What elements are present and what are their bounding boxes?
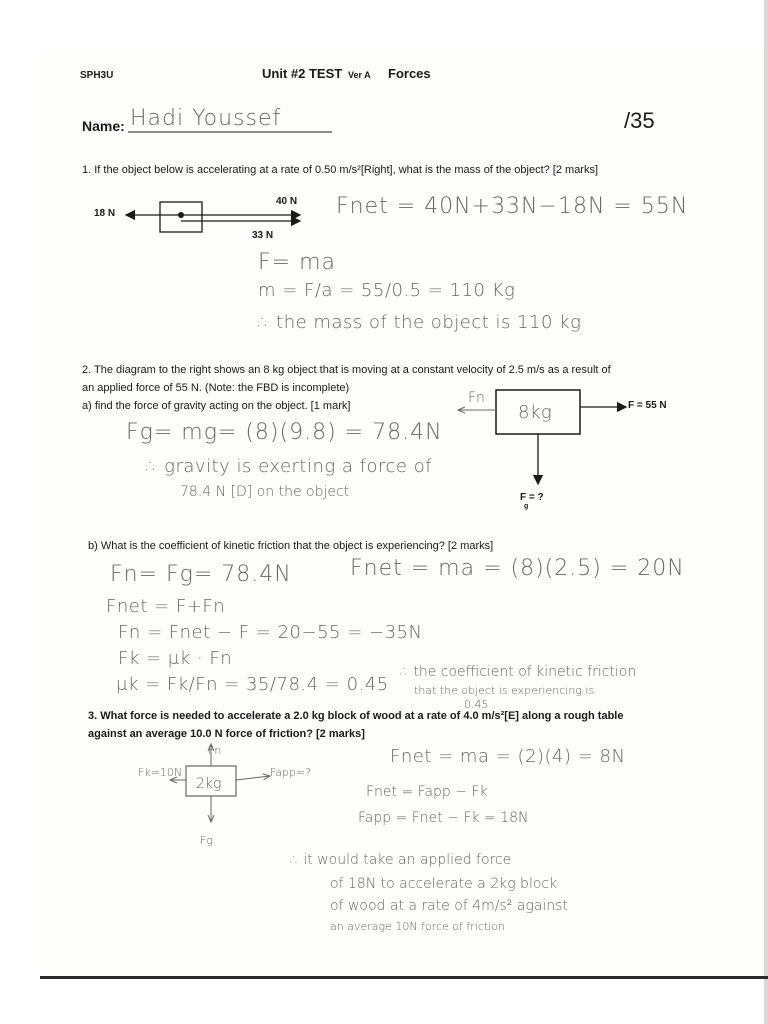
q3-work-conclusion1: ∴ it would take an applied force: [290, 852, 512, 868]
q1-label-40n: 40 N: [276, 196, 298, 207]
q2-label-55n: F = 55 N: [628, 400, 667, 411]
q2b-work-fk: Fn = Fnet − F = 20−55 = −35N: [118, 622, 423, 643]
name-label: Name:: [82, 118, 125, 134]
q2-label-fn: Fn: [468, 390, 485, 406]
q2b-work-mu: μk = Fk/Fn = 35/78.4 = 0.45: [116, 674, 389, 695]
q3-work-fnet: Fnet = ma = (2)(4) = 8N: [390, 746, 626, 767]
q2b-work-muformula: Fk = μk · Fn: [118, 648, 233, 669]
q1-label-18n: 18 N: [94, 208, 116, 219]
q2b-work-fnet: Fnet = ma = (8)(2.5) = 20N: [350, 556, 685, 581]
test-version: Ver A: [348, 70, 371, 80]
q3-label-fg: Fg: [200, 834, 213, 847]
q2b-text: b) What is the coefficient of kinetic friction that the object is experiencing? [2 marks]: [88, 540, 494, 552]
q2a-text: a) find the force of gravity acting on the object. [1 mark]: [82, 400, 351, 412]
q2-object-box: [496, 390, 580, 434]
q2b-work-sum: Fnet = F+Fn: [106, 596, 226, 617]
q2-box-label: 8kg: [518, 402, 553, 423]
q2-label-fg-subscript: g: [524, 503, 529, 510]
q2a-work-conclusion1: ∴ gravity is exerting a force of: [146, 456, 433, 477]
q2-intro-line2: an applied force of 55 N. (Note: the FBD is incomplete): [82, 382, 350, 394]
q1-work-conclusion: ∴ the mass of the object is 110 kg: [258, 312, 582, 333]
q3-label-fapp: Fapp=?: [270, 766, 312, 779]
q1-label-33n: 33 N: [252, 230, 274, 241]
q1-text: 1. If the object below is accelerating at a rate of 0.50 m/s²[Right], what is the mass of the object? [2 marks]: [82, 164, 599, 176]
course-code: SPH3U: [80, 70, 114, 81]
q3-object-box: [186, 766, 236, 796]
q2b-work-conclusion1: ∴ the coefficient of kinetic friction: [400, 664, 637, 680]
q2b-work-conclusion2: that the object is experiencing is: [414, 684, 595, 697]
q2a-work-conclusion2: 78.4 N [D] on the object: [180, 484, 350, 500]
q3-work-fapp: Fapp = Fnet − Fk = 18N: [358, 810, 529, 826]
q2b-work-conclusion3: 0.45: [464, 698, 489, 711]
q3-text-line2: against an average 10.0 N force of friction? [2 marks]: [88, 728, 365, 740]
q1-work-fma: F= ma: [258, 250, 336, 275]
q2-label-fg: F = ?: [520, 492, 544, 503]
q3-arrow-applied: [236, 776, 270, 780]
q3-text-line1: 3. What force is needed to accelerate a 2.0 kg block of wood at a rate of 4.0 m/s²[E] along a rough table: [88, 710, 624, 722]
q2-free-body-diagram: [458, 390, 626, 484]
student-name: Hadi Youssef: [130, 106, 282, 131]
q1-free-body-diagram: [126, 202, 300, 232]
q1-work-fnet: Fnet = 40N+33N−18N = 55N: [336, 194, 689, 219]
q3-label-fn: Fn: [208, 744, 222, 757]
test-title: Unit #2 TEST: [262, 66, 343, 81]
q3-label-fk: Fk=10N: [138, 766, 183, 779]
q2a-work-fg: Fg= mg= (8)(9.8) = 78.4N: [126, 420, 443, 445]
q3-free-body-diagram: [170, 744, 270, 822]
score-total: /35: [624, 108, 655, 133]
q3-work-conclusion3: of wood at a rate of 4m/s² against: [330, 898, 568, 914]
q1-work-mass: m = F/a = 55/0.5 = 110 Kg: [258, 280, 516, 301]
q3-box-label: 2kg: [196, 776, 222, 792]
test-topic: Forces: [388, 66, 431, 81]
q3-work-conclusion4: an average 10N force of friction: [330, 920, 505, 933]
q3-work-conclusion2: of 18N to accelerate a 2kg block: [330, 876, 558, 892]
q3-work-fnet-eq: Fnet = Fapp − Fk: [366, 784, 488, 800]
q2-intro-line1: 2. The diagram to the right shows an 8 kg object that is moving at a constant velocity of 2.5 m/s as a result of: [82, 364, 611, 376]
q2b-work-fn: Fn= Fg= 78.4N: [110, 562, 292, 587]
